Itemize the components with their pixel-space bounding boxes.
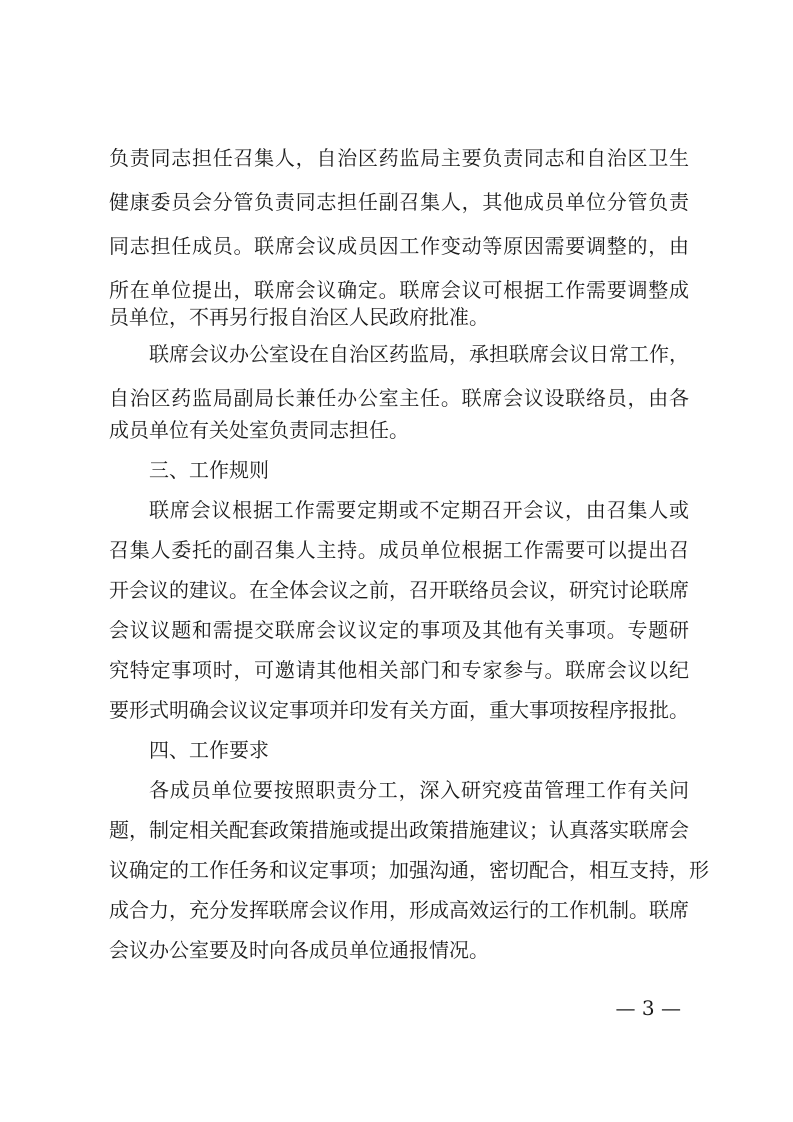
paragraph-3-line-1: 联席会议根据工作需要定期或不定期召开会议，由召集人或 bbox=[149, 498, 689, 522]
paragraph-1-line-1: 负责同志担任召集人，自治区药监局主要负责同志和自治区卫生 bbox=[109, 146, 689, 170]
paragraph-4-line-1: 各成员单位要按照职责分工，深入研究疫苗管理工作有关问 bbox=[149, 778, 689, 802]
paragraph-2-line-3: 成员单位有关处室负责同志担任。 bbox=[109, 418, 409, 442]
paragraph-3-line-2: 召集人委托的副召集人主持。成员单位根据工作需要可以提出召 bbox=[109, 538, 689, 562]
paragraph-1-line-2: 健康委员会分管负责同志担任副召集人，其他成员单位分管负责 bbox=[109, 190, 689, 214]
paragraph-4-line-2: 题，制定相关配套政策措施或提出政策措施建议；认真落实联席会 bbox=[109, 818, 689, 842]
paragraph-1-line-3: 同志担任成员。联席会议成员因工作变动等原因需要调整的，由 bbox=[109, 234, 689, 258]
section-heading-rules: 三、工作规则 bbox=[149, 458, 269, 482]
paragraph-2-line-2: 自治区药监局副局长兼任办公室主任。联席会议设联络员，由各 bbox=[109, 386, 689, 410]
paragraph-3-line-3: 开会议的建议。在全体会议之前，召开联络员会议，研究讨论联席 bbox=[109, 578, 689, 602]
paragraph-4-line-5: 会议办公室要及时向各成员单位通报情况。 bbox=[109, 938, 489, 962]
paragraph-1-line-5: 员单位，不再另行报自治区人民政府批准。 bbox=[109, 305, 489, 329]
paragraph-2-line-1: 联席会议办公室设在自治区药监局，承担联席会议日常工作， bbox=[149, 342, 689, 366]
paragraph-4-line-3: 议确定的工作任务和议定事项；加强沟通，密切配合，相互支持，形 bbox=[109, 858, 709, 882]
paragraph-3-line-4: 会议议题和需提交联席会议议定的事项及其他有关事项。专题研 bbox=[109, 618, 689, 642]
paragraph-3-line-5: 究特定事项时，可邀请其他相关部门和专家参与。联席会议以纪 bbox=[109, 658, 689, 682]
paragraph-4-line-4: 成合力，充分发挥联席会议作用，形成高效运行的工作机制。联席 bbox=[109, 898, 689, 922]
page-number: — 3 — bbox=[615, 996, 681, 1020]
section-heading-requirements: 四、工作要求 bbox=[149, 738, 269, 762]
paragraph-3-line-6: 要形式明确会议议定事项并印发有关方面，重大事项按程序报批。 bbox=[109, 698, 689, 722]
paragraph-1-line-4: 所在单位提出，联席会议确定。联席会议可根据工作需要调整成 bbox=[109, 278, 689, 302]
